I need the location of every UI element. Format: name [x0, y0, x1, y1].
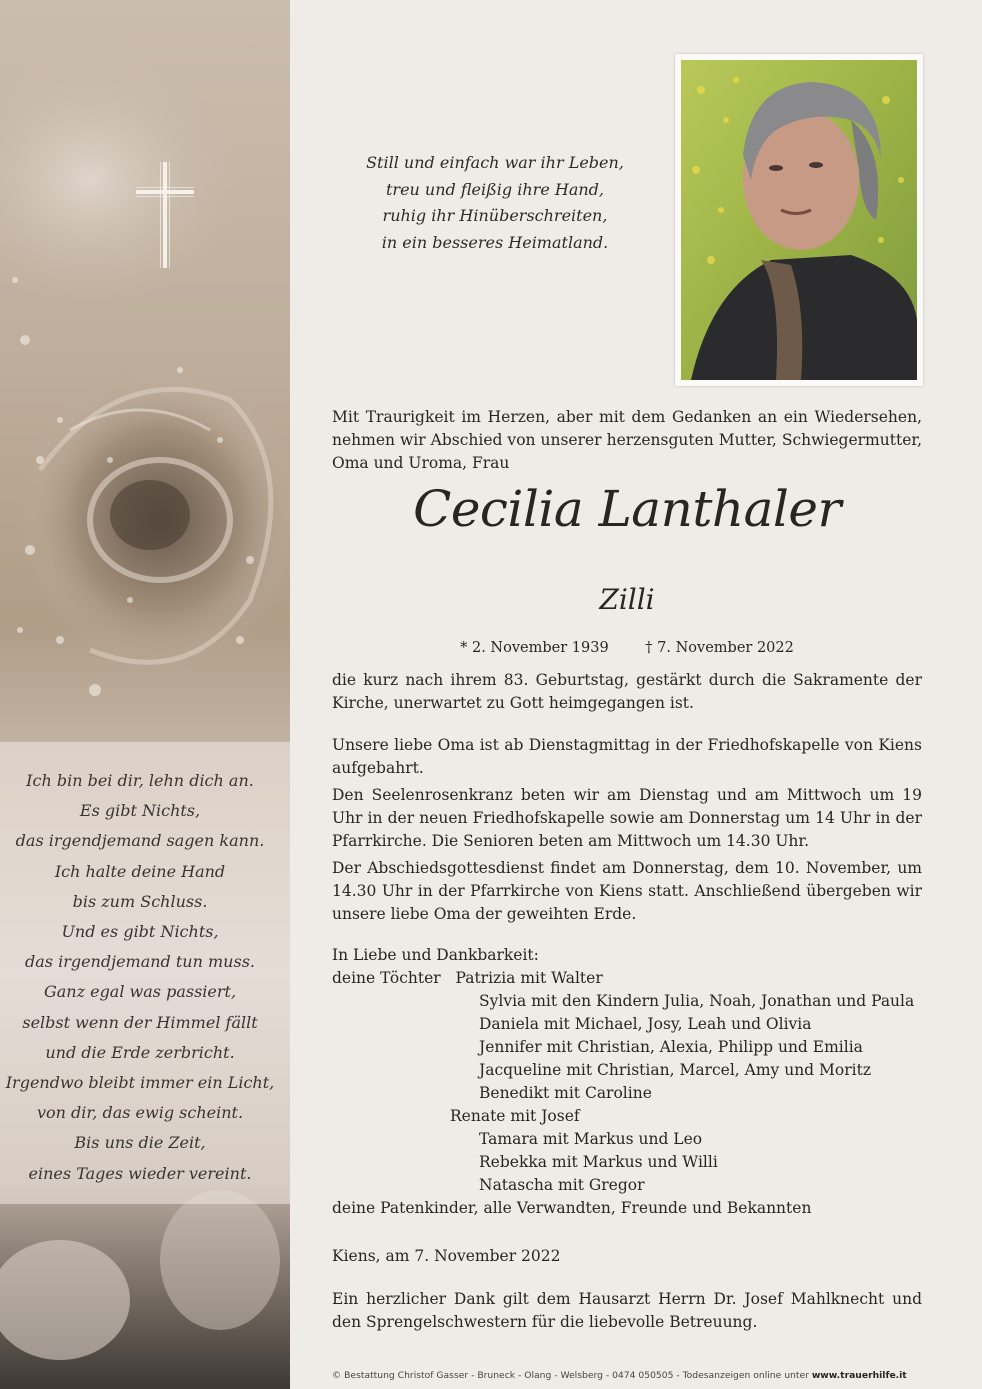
birth-date: * 2. November 1939 — [460, 640, 609, 656]
daughter-entry: Renate mit Josef — [450, 1107, 580, 1125]
poem-line: und die Erde zerbricht. — [45, 1042, 235, 1062]
footer-text: © Bestattung Christof Gasser - Bruneck - Olang - Welsberg - 0474 050505 - Todesanzeigen online unter — [332, 1370, 809, 1381]
poem-line: Und es gibt Nichts, — [61, 922, 219, 942]
footer — [332, 1370, 932, 1381]
life-dates — [332, 640, 922, 656]
family-heading: In Liebe und Dankbarkeit: — [332, 946, 539, 964]
others-entry: deine Patenkinder, alle Verwandten, Freunde und Bekannten — [332, 1199, 812, 1217]
viewing-paragraph: Unsere liebe Oma ist ab Dienstagmittag in der Friedhofskapelle von Kiens aufgebahrt. — [332, 736, 922, 777]
poem-line: Bis uns die Zeit, — [74, 1133, 206, 1153]
poem-line: Ich halte deine Hand — [54, 861, 226, 881]
sidebar-poem — [0, 766, 280, 1189]
grandchild-entry: Daniela mit Michael, Josy, Leah und Olivia — [479, 1015, 812, 1033]
intro-text: Mit Traurigkeit im Herzen, aber mit dem Gedanken an ein Wiedersehen, nehmen wir Abschied von unserer herzensguten Mutter, Schwiegermutter, Oma und Uroma, Frau — [332, 408, 922, 472]
grandchild-entry: Benedikt mit Caroline — [479, 1084, 652, 1102]
motto-line: ruhig ihr Hinüberschreiten, — [382, 206, 608, 225]
poem-line: Es gibt Nichts, — [79, 801, 201, 821]
grandchild-entry: Tamara mit Markus und Leo — [479, 1130, 703, 1148]
motto-line: Still und einfach war ihr Leben, — [366, 153, 624, 172]
poem-line: bis zum Schluss. — [72, 891, 208, 911]
daughter-entry: Patrizia mit Walter — [455, 969, 603, 987]
poem-line: das irgendjemand sagen kann. — [15, 831, 265, 851]
grandchild-entry: Jacqueline mit Christian, Marcel, Amy und Moritz — [479, 1061, 871, 1079]
place-date: Kiens, am 7. November 2022 — [332, 1247, 561, 1265]
cross-icon — [136, 162, 194, 268]
grandchild-entry: Sylvia mit den Kindern Julia, Noah, Jonathan und Paula — [479, 992, 915, 1010]
deceased-nickname: Zilli — [599, 583, 655, 616]
poem-line: Ich bin bei dir, lehn dich an. — [26, 771, 254, 790]
portrait-image — [681, 60, 917, 380]
poem-line: eines Tages wieder vereint. — [28, 1163, 252, 1183]
motto-verse — [340, 150, 650, 256]
death-date: † 7. November 2022 — [645, 640, 794, 656]
deceased-name: Cecilia Lanthaler — [413, 480, 841, 538]
poem-line: das irgendjemand tun muss. — [25, 952, 255, 972]
portrait-photo — [675, 54, 923, 386]
poem-line: Irgendwo bleibt immer ein Licht, — [5, 1073, 275, 1093]
funeral-paragraph: Der Abschiedsgottesdienst findet am Donnerstag, dem 10. November, um 14.30 Uhr in der Pfarrkirche von Kiens statt. Anschließend übergeben wir unsere liebe Oma der geweihten Erde. — [332, 859, 922, 923]
after-dates-text: die kurz nach ihrem 83. Geburtstag, gestärkt durch die Sakramente der Kirche, unerwartet zu Gott heimgegangen ist. — [332, 671, 922, 712]
thanks-text: Ein herzlicher Dank gilt dem Hausarzt Herrn Dr. Josef Mahlknecht und den Sprengelschwestern für die liebevolle Betreuung. — [332, 1290, 922, 1331]
daughters-row — [332, 967, 932, 990]
motto-line: treu und fleißig ihre Hand, — [385, 179, 604, 199]
daughters-label: deine Töchter — [332, 969, 441, 987]
family-list — [332, 944, 932, 1220]
grandchild-entry: Jennifer mit Christian, Alexia, Philipp und Emilia — [479, 1038, 863, 1056]
rosary-paragraph: Den Seelenrosenkranz beten wir am Dienstag und am Mittwoch um 19 Uhr in der neuen Friedhofskapelle sowie am Donnerstag um 14 Uhr in der Pfarrkirche. Die Senioren beten am Mittwoch um 14.30 Uhr. — [332, 786, 922, 850]
footer-website-link[interactable]: www.trauerhilfe.it — [811, 1370, 907, 1381]
poem-line: Ganz egal was passiert, — [43, 982, 237, 1002]
motto-line: in ein besseres Heimatland. — [381, 232, 609, 252]
grandchild-entry: Natascha mit Gregor — [479, 1176, 645, 1194]
poem-line: von dir, das ewig scheint. — [36, 1103, 244, 1123]
grandchild-entry: Rebekka mit Markus und Willi — [479, 1153, 718, 1171]
poem-line: selbst wenn der Himmel fällt — [22, 1012, 258, 1032]
